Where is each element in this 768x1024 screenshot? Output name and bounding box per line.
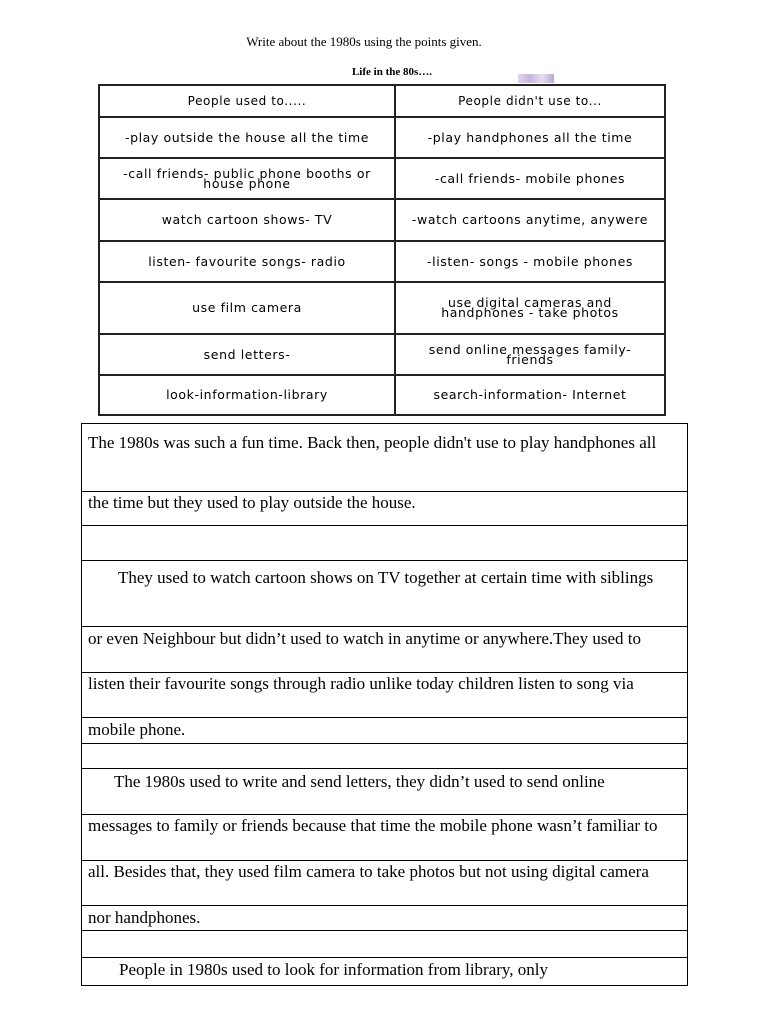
writing-line: all. Besides that, they used film camera to take photos but not using digital camera [82, 861, 687, 906]
header-didnt-use-to: People didn't use to... [396, 86, 664, 118]
used-to-cell: send letters- [100, 335, 396, 376]
worksheet-subtitle: Life in the 80s…. [351, 66, 433, 78]
didnt-use-to-cell: send online messages family-friends [396, 335, 664, 376]
used-to-cell: use film camera [100, 283, 396, 335]
instruction-text: Write about the 1980s using the points given. [246, 34, 482, 49]
didnt-use-to-cell: -call friends- mobile phones [396, 159, 664, 200]
writing-line: The 1980s was such a fun time. Back then, people didn't use to play handphones all [82, 424, 687, 492]
writing-line: People in 1980s used to look for information from library, only [119, 960, 549, 979]
writing-line: or even Neighbour but didn’t used to watch in anytime or anywhere.They used to [82, 627, 687, 673]
sticker-image [518, 74, 554, 83]
used-to-cell: listen- favourite songs- radio [100, 242, 396, 283]
writing-table [81, 423, 688, 986]
header-used-to: People used to..... [100, 86, 396, 118]
didnt-use-to-cell: -listen- songs - mobile phones [396, 242, 664, 283]
used-to-cell: -call friends- public phone booths or house phone [100, 159, 396, 200]
comparison-table [98, 84, 666, 416]
writing-line: The 1980s used to write and send letters, they didn’t used to send online [82, 769, 687, 815]
writing-line: listen their favourite songs through radio unlike today children listen to song via [82, 673, 687, 718]
didnt-use-to-cell: search-information- Internet [433, 387, 627, 402]
writing-line: messages to family or friends because that time the mobile phone wasn’t familiar to [82, 815, 687, 861]
used-to-cell: watch cartoon shows- TV [100, 200, 396, 242]
didnt-use-to-cell: -play handphones all the time [396, 118, 664, 159]
writing-line: They used to watch cartoon shows on TV together at certain time with siblings [82, 561, 687, 627]
writing-line: nor handphones. [82, 906, 687, 931]
didnt-use-to-cell: -watch cartoons anytime, anywere [396, 200, 664, 242]
writing-line [82, 931, 687, 958]
didnt-use-to-cell: use digital cameras and handphones - take photos [396, 283, 664, 335]
writing-line [82, 526, 687, 561]
used-to-cell: -play outside the house all the time [100, 118, 396, 159]
used-to-cell: look-information-library [100, 376, 396, 414]
writing-line: mobile phone. [82, 718, 687, 744]
writing-line: the time but they used to play outside the house. [82, 492, 687, 526]
writing-line [82, 744, 687, 769]
